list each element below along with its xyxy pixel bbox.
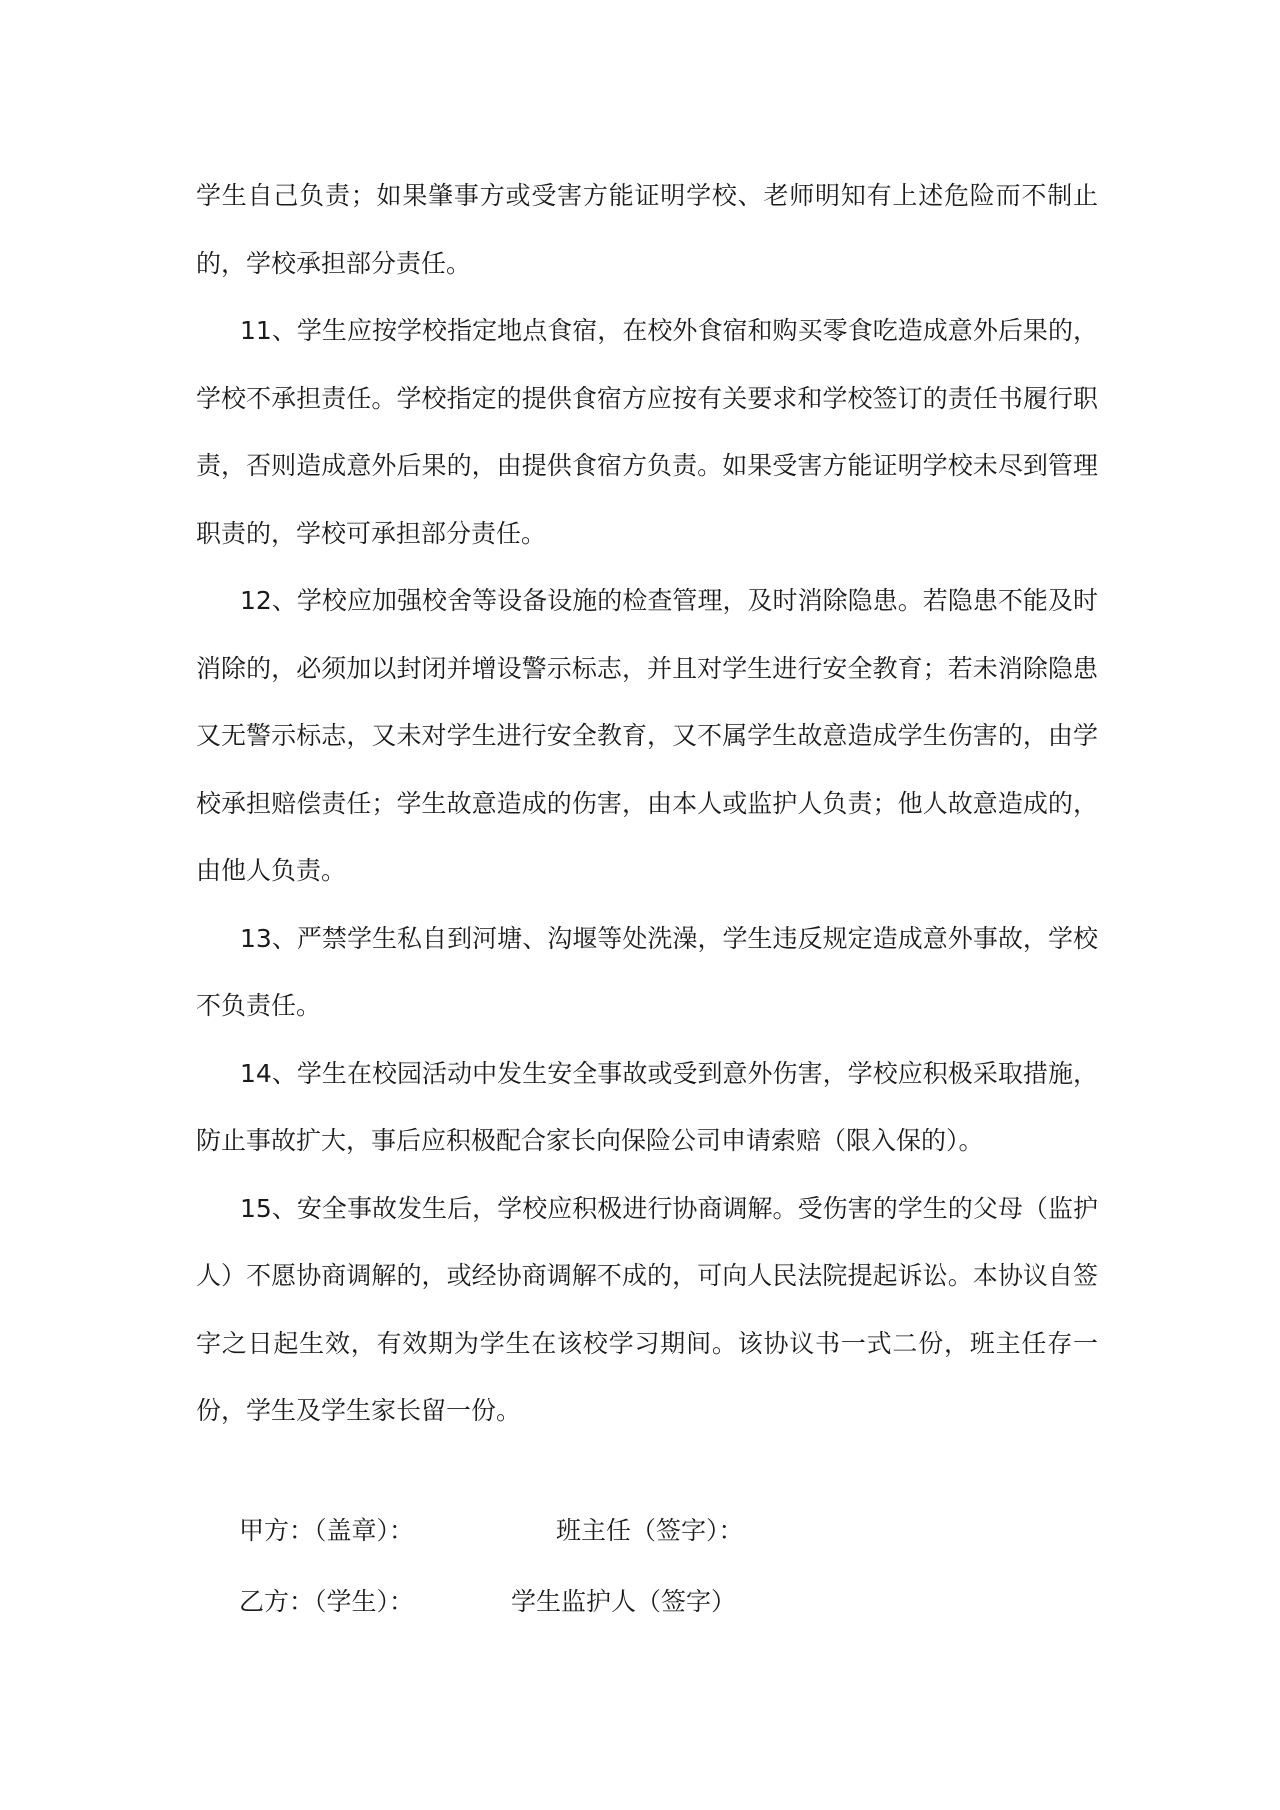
guardian-label: 学生监护人（签字） bbox=[511, 1587, 737, 1616]
party-b-label: 乙方：（学生）： bbox=[239, 1587, 415, 1616]
party-a-label: 甲方：（盖章）： bbox=[239, 1516, 415, 1545]
paragraph-clause-12: 12、学校应加强校舍等设备设施的检查管理，及时消除隐患。若隐患不能及时消除的，必须加以封闭并增设警示标志，并且对学生进行安全教育；若未消除隐患又无警示标志，又未对学生进行安全教育，又不属学生故意造成学生伤害的，由学校承担赔偿责任；学生故意造成的伤害，由本人或监护人负责；他人故意造成的，由他人负责。 bbox=[196, 586, 1098, 885]
paragraph-clause-15: 15、安全事故发生后，学校应积极进行协商调解。受伤害的学生的父母（监护人）不愿协商调解的，或经协商调解不成的，可向人民法院提起诉讼。本协议自签字之日起生效，有效期为学生在该校学习期间。该协议书一式二份，班主任存一份，学生及学生家长留一份。 bbox=[196, 1193, 1098, 1425]
agreement-body bbox=[196, 162, 1098, 1445]
paragraph-clause-13: 13、严禁学生私自到河塘、沟堰等处洗澡，学生违反规定造成意外事故，学校不负责任。 bbox=[196, 923, 1098, 1020]
paragraph-continuation: 学生自己负责；如果肇事方或受害方能证明学校、老师明知有上述危险而不制止的，学校承担部分责任。 bbox=[196, 181, 1098, 278]
paragraph-clause-14: 14、学生在校园活动中发生安全事故或受到意外伤害，学校应积极采取措施，防止事故扩大，事后应积极配合家长向保险公司申请索赔（限入保的）。 bbox=[196, 1058, 1098, 1155]
class-teacher-label: 班主任（签字）： bbox=[556, 1516, 744, 1545]
paragraph-clause-11: 11、学生应按学校指定地点食宿，在校外食宿和购买零食吃造成意外后果的，学校不承担责任。学校指定的提供食宿方应按有关要求和学校签订的责任书履行职责，否则造成意外后果的，由提供食宿方负责。如果受害方能证明学校未尽到管理职责的，学校可承担部分责任。 bbox=[196, 316, 1098, 548]
